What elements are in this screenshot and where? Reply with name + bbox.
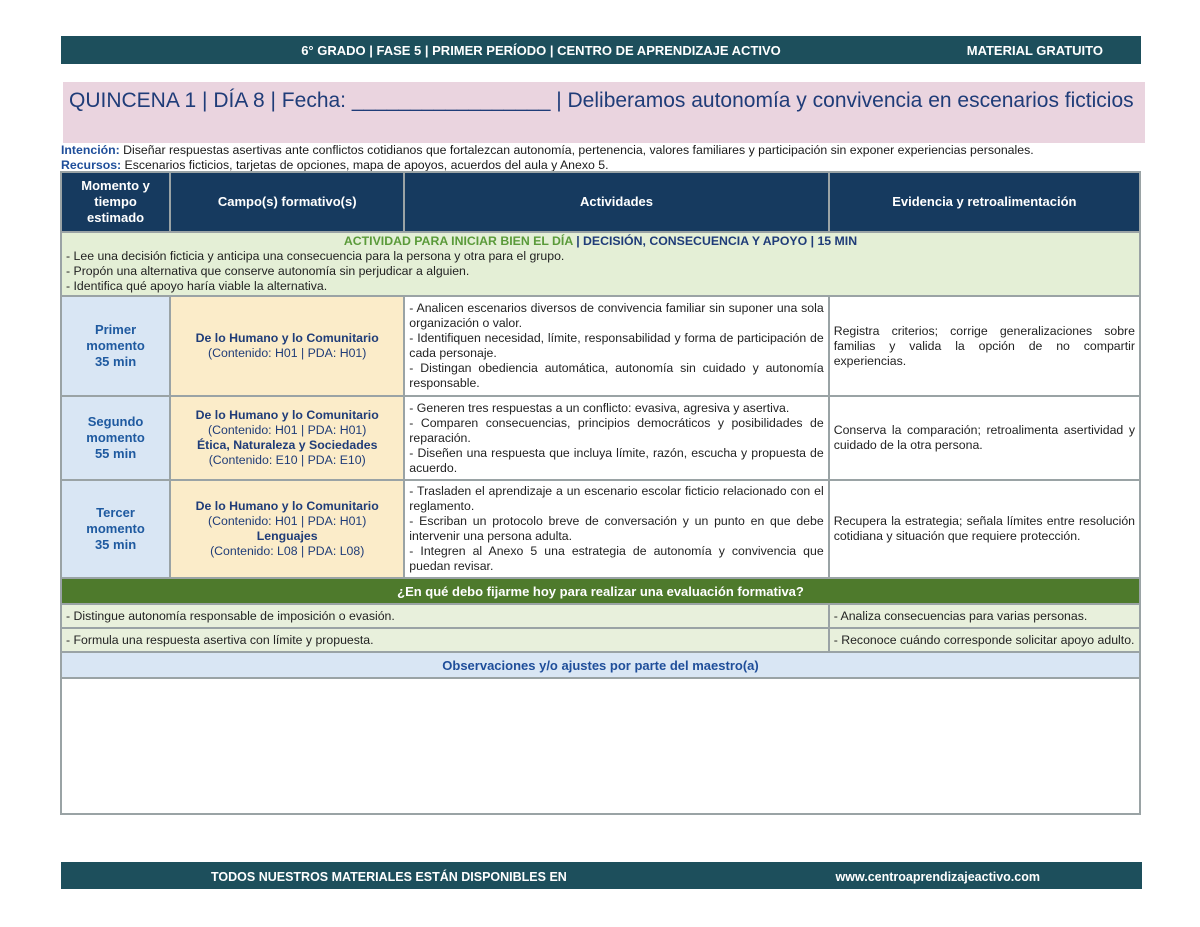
moment-label: Primer [94,322,137,337]
activity-item: - Escriban un protocolo breve de conversación y un punto en que debe intervenir una persona adulta. [409,514,824,543]
obs-header: Observaciones y/o ajustes por parte del maestro(a) [61,652,1140,678]
moment-label: Segundo [87,414,144,429]
recursos-label: Recursos: [61,158,122,172]
activity-item: - Distingan obediencia automática, autonomía sin cuidado y autonomía responsable. [409,361,824,390]
plan-table [60,171,1141,815]
start-activity-row [61,232,1140,296]
moment-label: momento [86,521,145,536]
start-activity [61,232,1140,296]
obs-row [61,678,1140,814]
moment-time: 55 min [94,446,137,461]
campo-name: De lo Humano y lo Comunitario [195,408,379,422]
header-badge: MATERIAL GRATUITO [966,43,1103,58]
header-title: 6° GRADO | FASE 5 | PRIMER PERÍODO | CENTRO DE APRENDIZAJE ACTIVO [301,43,781,58]
campo-cell [170,296,404,396]
intencion-label: Intención: [61,143,120,157]
intencion-line [61,143,1141,158]
moment-cell [61,296,170,396]
eval-row [61,604,1140,628]
campo-cell [170,480,404,578]
activity-item: - Generen tres respuestas a un conflicto: evasiva, agresiva y asertiva. [409,400,790,415]
campo-cell [170,396,404,480]
campo-name: Ética, Naturaleza y Sociedades [196,438,378,452]
table-row [61,480,1140,578]
activity-item: - Comparen consecuencias, principios democráticos y posibilidades de reparación. [409,415,824,445]
eval-row [61,628,1140,652]
campo-content: (Contenido: H01 | PDA: H01) [208,423,367,437]
header-actividades: Actividades [404,172,828,232]
recursos-text: Escenarios ficticios, tarjetas de opciones, mapa de apoyos, acuerdos del aula y Anexo 5. [121,158,609,172]
activity-item: - Integren al Anexo 5 una estrategia de autonomía y convivencia que puedan revisar. [409,544,824,573]
start-line: - Propón una alternativa que conserve autonomía sin perjudicar a alguien. [66,264,470,278]
evidence-cell: Conserva la comparación; retroalimenta asertividad y cuidado de la otra persona. [829,396,1140,480]
start-title-blue: | DECISIÓN, CONSECUENCIA Y APOYO | 15 MIN [572,234,858,248]
eval-item: - Formula una respuesta asertiva con límite y propuesta. [61,628,829,652]
activities-cell [404,480,828,578]
moment-label: Tercer [96,505,135,520]
campo-content: (Contenido: L08 | PDA: L08) [210,544,365,558]
eval-item: - Reconoce cuándo corresponde solicitar apoyo adulto. [829,628,1140,652]
activity-item: - Diseñen una respuesta que incluya límite, razón, escucha y propuesta de acuerdo. [409,445,824,475]
campo-content: (Contenido: H01 | PDA: H01) [208,346,367,360]
page-title: QUINCENA 1 | DÍA 8 | Fecha: _________________ | Deliberamos autonomía y convivencia en escenarios ficticios [63,82,1145,143]
campo-name: De lo Humano y lo Comunitario [195,331,379,345]
evidence-cell: Recupera la estrategia; señala límites entre resolución cotidiana y situación que requiere protección. [829,480,1140,578]
moment-cell [61,396,170,480]
moment-cell [61,480,170,578]
footer-link[interactable]: www.centroaprendizajeactivo.com [835,870,1040,884]
start-line: - Lee una decisión ficticia y anticipa una consecuencia para la persona y otra para el grupo. [66,249,565,263]
header-campo: Campo(s) formativo(s) [170,172,404,232]
moment-time: 35 min [94,537,137,552]
obs-header-row [61,652,1140,678]
eval-header-row [61,578,1140,604]
activity-item: - Identifiquen necesidad, límite, responsabilidad y forma de participación de cada personaje. [409,331,824,360]
activity-item: - Analicen escenarios diversos de convivencia familiar sin suponer una sola organización o valor. [409,301,824,330]
start-line: - Identifica qué apoyo haría viable la alternativa. [66,279,328,293]
evidence-cell: Registra criterios; corrige generalizaciones sobre familias y valida la opción de no compartir experiencias. [829,296,1140,396]
campo-name: Lenguajes [256,529,318,543]
moment-time: 35 min [94,354,137,369]
activity-item: - Trasladen el aprendizaje a un escenario escolar ficticio relacionado con el reglamento. [409,484,824,513]
moment-label: momento [86,430,145,445]
moment-label: momento [86,338,145,353]
table-header-row [61,172,1140,232]
table-row [61,396,1140,480]
intencion-text: Diseñar respuestas asertivas ante conflictos cotidianos que fortalezcan autonomía, pertenencia, valores familiares y participación sin exponer experiencias personales. [119,143,1034,157]
obs-area [61,678,1140,814]
activities-cell [404,296,828,396]
header-evidencia: Evidencia y retroalimentación [829,172,1140,232]
start-activity-title [66,234,1135,249]
activities-cell [404,396,828,480]
header-moment: Momento y tiempo estimado [61,172,170,232]
footer-bar [61,862,1142,889]
intent-block [61,143,1141,173]
table-row [61,296,1140,396]
footer-text: TODOS NUESTROS MATERIALES ESTÁN DISPONIBLES EN [211,870,567,884]
eval-item: - Distingue autonomía responsable de imposición o evasión. [61,604,829,628]
eval-header: ¿En qué debo fijarme hoy para realizar una evaluación formativa? [61,578,1140,604]
header-bar [61,36,1141,64]
campo-content: (Contenido: H01 | PDA: H01) [208,514,367,528]
campo-name: De lo Humano y lo Comunitario [195,499,379,513]
eval-item: - Analiza consecuencias para varias personas. [829,604,1140,628]
start-title-green: ACTIVIDAD PARA INICIAR BIEN EL DÍA [343,234,573,248]
campo-content: (Contenido: E10 | PDA: E10) [208,453,366,467]
